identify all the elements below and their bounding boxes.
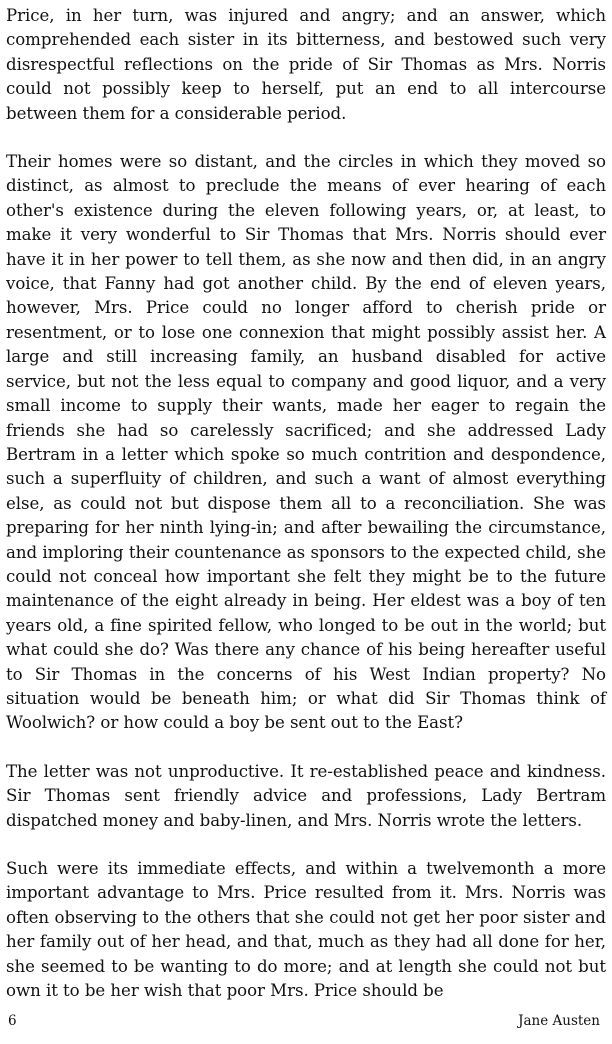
paragraph-1: Price, in her turn, was injured and angry; and an answer, which comprehended each sister in its bitterness, and bestowed such very disrespectful reflections on the pride of Sir Thomas as Mrs. Norris could not possibly keep to herself, put an end to all intercourse between them for a considerable period. bbox=[6, 6, 606, 123]
paragraph-4: Such were its immediate effects, and within a twelvemonth a more important advantage to Mrs. Price resulted from it. Mrs. Norris was often observing to the others that she could not get her poor sister and her family out of her head, and that, much as they had all done for her, she seemed to be wanting to do more; and at length she could not but own it to be her wish that poor Mrs. Price should be bbox=[6, 859, 606, 1001]
page-footer bbox=[8, 1013, 600, 1029]
page-number: 6 bbox=[8, 1013, 17, 1029]
paragraph-2: Their homes were so distant, and the circles in which they moved so distinct, as almost to preclude the means of ever hearing of each other's existence during the eleven following years, or, at least, to make it very wonderful to Sir Thomas that Mrs. Norris should ever have it in her power to tell them, as she now and then did, in an angry voice, that Fanny had got another child. By the end of eleven years, however, Mrs. Price could no longer afford to cherish pride or resentment, or to lose one connexion that might possibly assist her. A large and still increasing family, an husband disabled for active service, but not the less equal to company and good liquor, and a very small income to supply their wants, made her eager to regain the friends she had so carelessly sacrificed; and she addressed Lady Bertram in a letter which spoke so much contrition and despondence, such a superfluity of children, and such a want of almost everything else, as could not but dispose them all to a reconciliation. She was preparing for her ninth lying-in; and after bewailing the circumstance, and imploring their countenance as sponsors to the expected child, she could not conceal how important she felt they might be to the future maintenance of the eight already in being. Her eldest was a boy of ten years old, a fine spirited fellow, who longed to be out in the world; but what could she do? Was there any chance of his being hereafter useful to Sir Thomas in the concerns of his West Indian property? No situation would be beneath him; or what did Sir Thomas think of Woolwich? or how could a boy be sent out to the East? bbox=[6, 152, 606, 733]
running-author: Jane Austen bbox=[518, 1013, 600, 1029]
paragraph-3: The letter was not unproductive. It re-established peace and kindness. Sir Thomas sent friendly advice and professions, Lady Bertram dispatched money and baby-linen, and Mrs. Norris wrote the letters. bbox=[6, 761, 606, 830]
